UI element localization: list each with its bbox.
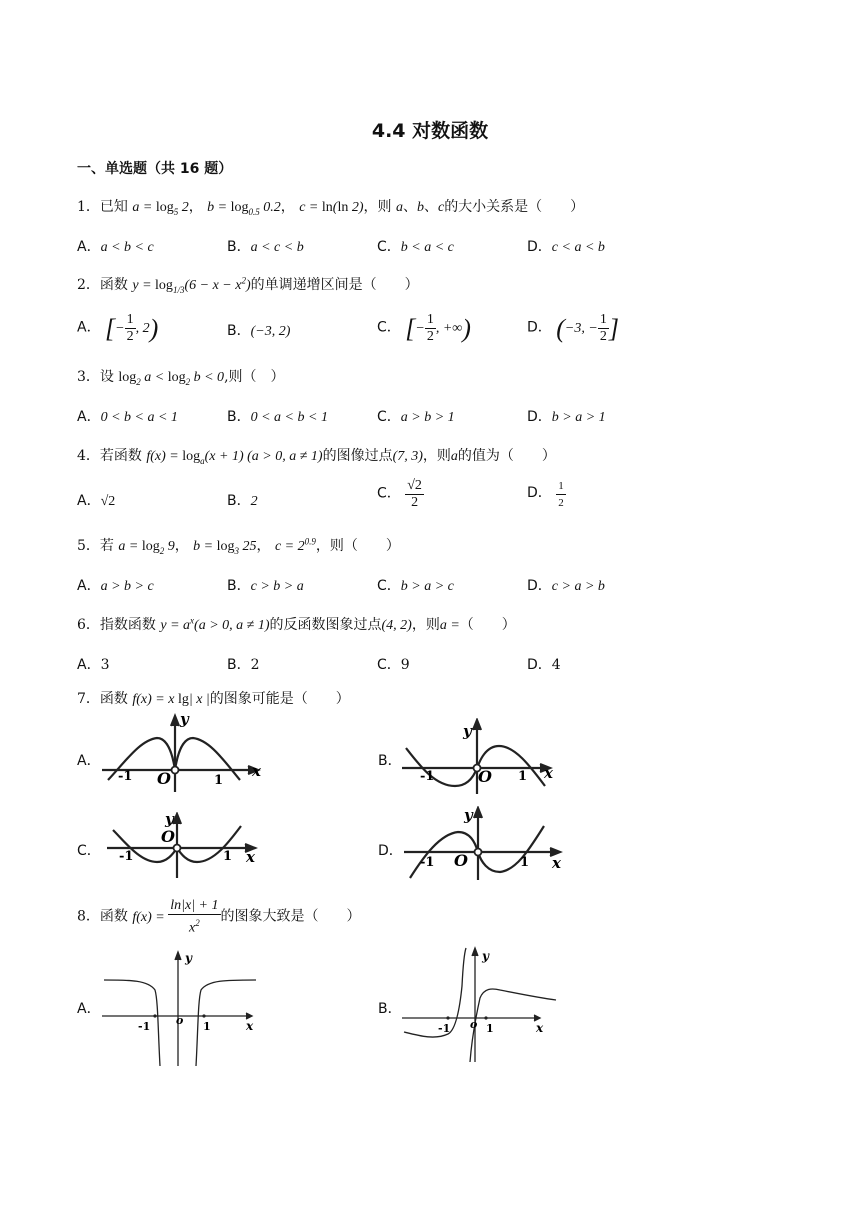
question-number: 7． — [77, 691, 100, 707]
option-b[interactable]: B． — [378, 1001, 402, 1017]
option-b[interactable]: B．0 < a < b < 1 — [227, 409, 328, 425]
formula: $b = \log_{0.5} 0.2$ — [207, 200, 281, 217]
option-a[interactable]: A． [− $\frac{1}{2}$ , 2) — [77, 312, 159, 344]
option-c[interactable]: C． $\frac{√2}{2}$ — [377, 478, 422, 510]
formula: $f(x) = \log_a(x + 1) (a > 0$, a ≠ 1) — [146, 449, 323, 466]
option-c[interactable]: C．b > a > c — [377, 578, 454, 594]
svg-text:y: y — [464, 806, 473, 824]
svg-text:x: x — [552, 854, 561, 872]
svg-text:x: x — [246, 848, 255, 866]
page-title: 4.4 对数函数 — [371, 120, 489, 142]
question-7 — [77, 688, 350, 708]
svg-text:o: o — [470, 1018, 478, 1031]
option-a[interactable]: A．√2 — [77, 493, 116, 509]
question-number: 5． — [77, 538, 100, 554]
option-b[interactable]: B．2 — [227, 493, 258, 509]
question-5: 5．若 $a = \log_2 9$， $b = \log_3 25$， $c = 2^{0.9}$，则（ ） — [77, 536, 400, 556]
section-heading: 一、单选题（共 16 题） — [77, 161, 233, 177]
option-b[interactable]: B．a < c < b — [227, 239, 304, 255]
svg-text:-1: -1 — [420, 769, 435, 784]
question-number: 2． — [77, 277, 100, 293]
graph-7a — [100, 712, 280, 794]
question-text: 的反函数图象过点 — [269, 617, 382, 633]
question-number: 6． — [77, 617, 100, 633]
question-2 — [77, 274, 419, 295]
question-text: 若函数 — [99, 448, 142, 464]
option-b[interactable]: B． — [378, 753, 402, 769]
svg-text:y: y — [185, 951, 192, 965]
svg-text:1: 1 — [518, 769, 528, 784]
question-text: 函数 — [99, 691, 128, 707]
svg-text:O: O — [161, 827, 175, 846]
question-1: 1．已知 $a = \log_5 2$， $b = \log_{0.5} 0.2$， c = ln(ln 2)，则 a、b、c的大小关系是（ ） — [77, 199, 585, 217]
option-a[interactable]: A．a > b > c — [77, 578, 154, 594]
svg-text:O: O — [478, 767, 492, 786]
svg-text:x: x — [536, 1021, 544, 1035]
svg-text:-1: -1 — [138, 1020, 151, 1033]
formula: $y = a^x(a > 0$, a ≠ 1) — [160, 615, 270, 633]
graph-8a — [100, 950, 265, 1068]
question-text: ,则（ ） — [224, 369, 285, 385]
question-number: 3． — [77, 369, 100, 385]
option-a[interactable]: A．3 — [77, 657, 110, 673]
question-text: 的图象大致是（ ） — [220, 908, 361, 925]
svg-text:-1: -1 — [438, 1022, 451, 1035]
option-b[interactable]: B．c > b > a — [227, 578, 304, 594]
question-text: 设 — [99, 369, 114, 385]
svg-text:y: y — [482, 949, 489, 963]
question-number: 1． — [77, 199, 100, 215]
formula: f(x) = x lg| x | — [132, 692, 210, 707]
option-c[interactable]: C． [− $\frac{1}{2}$ , +∞) — [377, 312, 471, 344]
option-d[interactable]: D． — [378, 843, 403, 859]
question-6: 6．指数函数 $y = a^x(a > 0$, a ≠ 1)的反函数图象过点(4, 2)，则a =（ ） — [77, 615, 516, 633]
svg-text:O: O — [454, 851, 468, 870]
svg-text:1: 1 — [223, 849, 233, 864]
question-text: ，则 — [363, 199, 392, 215]
question-text: 指数函数 — [99, 617, 156, 633]
option-c[interactable]: C．9 — [377, 657, 410, 673]
graph-7d — [402, 806, 567, 884]
formula: f(x) = $\frac{\ln|x| + 1}{x^2}$ — [132, 898, 219, 936]
graph-7c — [105, 812, 265, 882]
option-c[interactable]: C． — [77, 843, 101, 859]
formula: $a = \log_5 2$ — [132, 200, 189, 217]
question-text: ，则（ ） — [315, 538, 400, 554]
option-d[interactable]: D．c > a > b — [527, 578, 605, 594]
svg-text:y: y — [463, 722, 472, 740]
svg-text:o: o — [176, 1014, 184, 1027]
graph-7b — [400, 718, 560, 798]
option-a[interactable]: A．0 < b < a < 1 — [77, 409, 178, 425]
svg-text:O: O — [157, 769, 171, 788]
formula: a — [395, 200, 403, 215]
question-text: 的单调递增区间是（ ） — [250, 277, 419, 293]
svg-text:x: x — [544, 764, 553, 782]
option-d[interactable]: D．4 — [527, 657, 561, 673]
svg-text:x: x — [246, 1019, 254, 1033]
question-text: 已知 — [99, 199, 128, 215]
question-8 — [77, 898, 361, 937]
question-text: 若 — [99, 538, 114, 554]
option-b[interactable]: B．2 — [227, 657, 260, 673]
formula: c = ln(ln 2) — [299, 200, 364, 215]
formula: $c = 2^{0.9}$ — [274, 536, 316, 554]
question-text: 函数 — [99, 908, 128, 925]
svg-text:1: 1 — [520, 855, 530, 870]
question-number: 8． — [77, 908, 100, 925]
option-c[interactable]: C．b < a < c — [377, 239, 454, 255]
question-text: 的大小关系是（ ） — [444, 199, 585, 215]
svg-text:y: y — [180, 712, 189, 728]
formula: $b = \log_3 25$ — [193, 539, 257, 556]
graph-8b — [400, 946, 560, 1064]
question-text: 的图像过点 — [322, 448, 393, 464]
svg-text:1: 1 — [203, 1020, 211, 1033]
formula: $a = \log_2 9$ — [118, 539, 175, 556]
question-number: 4． — [77, 448, 100, 464]
formula: $y = \log_{1/3}(6 - x - x^2)$ — [132, 275, 251, 295]
svg-text:x: x — [252, 762, 261, 780]
option-a[interactable]: A． — [77, 753, 101, 769]
svg-text:-1: -1 — [420, 855, 435, 870]
option-d[interactable]: D． $\frac{1}{2}$ — [527, 480, 564, 509]
option-d[interactable]: D．c < a < b — [527, 239, 605, 255]
option-d[interactable]: D． (−3, − $\frac{1}{2}$ ] — [527, 312, 619, 344]
question-4: 4．若函数 $f(x) = \log_a(x + 1) (a > 0$, a ≠ 1)的图像过点(7, 3)，则a的值为（ ） — [77, 448, 556, 466]
svg-text:y: y — [165, 812, 174, 828]
question-text: 函数 — [99, 277, 128, 293]
option-a[interactable]: A．a < b < c — [77, 239, 154, 255]
question-3 — [77, 366, 285, 387]
svg-text:1: 1 — [214, 773, 224, 788]
option-d[interactable]: D．b > a > 1 — [527, 409, 606, 425]
option-b[interactable]: B．(−3, 2) — [227, 323, 291, 339]
question-text: 的图象可能是（ ） — [209, 691, 350, 707]
svg-text:-1: -1 — [118, 769, 133, 784]
option-c[interactable]: C．a > b > 1 — [377, 409, 455, 425]
option-a[interactable]: A． — [77, 1001, 101, 1017]
svg-text:-1: -1 — [119, 849, 134, 864]
formula: $\log_2 a < \log_2 b < 0$ — [118, 370, 225, 387]
svg-text:1: 1 — [486, 1022, 494, 1035]
